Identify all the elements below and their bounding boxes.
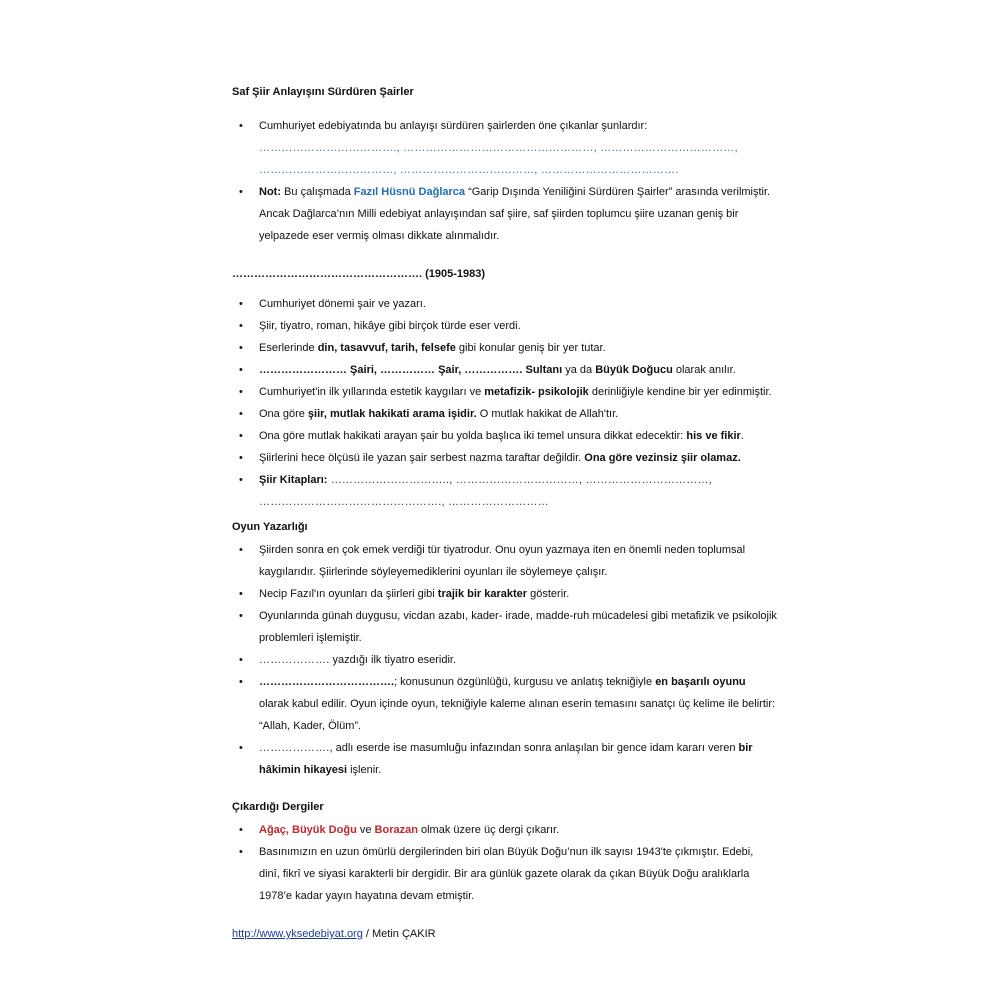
plays-list: [232, 539, 777, 781]
text: olarak kabul edilir. Oyun içinde oyun, tekniğiyle kaleme alınan eserin temasını sanatçı üç kelime ile belirtir: “Allah, Kader, Ölüm”.: [259, 698, 776, 732]
list-item: [232, 359, 777, 381]
note-text: Bu çalışmada: [281, 186, 354, 198]
text: Necip Fazıl'ın oyunları da şiirleri gibi: [259, 588, 438, 600]
bold-text: Şiir Kitapları:: [259, 474, 328, 486]
list-item: [232, 583, 777, 605]
list-item: [232, 819, 777, 841]
text: O mutlak hakikat de Allah'tır.: [476, 408, 619, 420]
bold-text: metafizik- psikolojik: [484, 386, 589, 398]
text: ; konusunun özgünlüğü, kurgusu ve anlatış tekniğiyle: [394, 676, 656, 688]
fill-in-blank: ……………….: [259, 742, 330, 754]
bold-text: Büyük Doğucu: [595, 364, 673, 376]
text: olarak anılır.: [672, 364, 736, 376]
poet-facts-list: [232, 293, 777, 513]
text: Eserlerinde: [259, 342, 318, 354]
list-item: [232, 447, 777, 469]
list-item: • Basınımızın en uzun ömürlü dergilerinden biri olan Büyük Doğu’nun ilk sayısı 1943'te çıkmıştır. Edebi, dinî, fikrî ve siyasi karakterli bir dergidir. Bir ara günlük gazete olarak da çıkan Büyük Doğu aralıklarla 1978’e kadar yayın hayatına devam etmiştir.: [232, 841, 777, 907]
bold-text: en başarılı oyunu: [655, 676, 746, 688]
footer: [232, 928, 436, 940]
text: ve: [356, 824, 375, 836]
bold-text: trajik bir karakter: [437, 588, 528, 600]
journal-names: Ağaç, Büyük Doğu: [259, 824, 357, 836]
intro-list: [232, 115, 777, 247]
list-item: [232, 115, 777, 181]
text: işlenir.: [347, 764, 382, 776]
highlighted-poet-name: Fazıl Hüsnü Dağlarca: [353, 186, 466, 198]
intro-text: Cumhuriyet edebiyatında bu anlayışı sürdüren şairlerden öne çıkanlar şunlardır:: [259, 120, 648, 132]
bold-text: şiir, mutlak hakikati arama işidir.: [307, 408, 477, 420]
list-item: [232, 337, 777, 359]
list-item: [232, 737, 777, 781]
list-item: • Şiirden sonra en çok emek verdiği tür tiyatrodur. Onu oyun yazmaya iten en önemli neden toplumsal kaygılarıdır. Şiirlerinde söyleyemediklerini oyunları ile söylemeye çalışır.: [232, 539, 777, 583]
text: derinliğiyle kendine bir yer edinmiştir.: [588, 386, 772, 398]
text: gösterir.: [527, 588, 570, 600]
fill-in-blank: ………………………….., ……………………………, ……………………………, …………………………………………., ………………………: [259, 474, 712, 508]
text: olmak üzere üç dergi çıkarır.: [417, 824, 560, 836]
list-item: [232, 425, 777, 447]
fill-in-blank: ……………….: [259, 654, 330, 666]
fill-in-blank: …………………… Şairi, …………… Şair, ……………. Sultanı: [259, 364, 563, 376]
journals-heading: Çıkardığı Dergiler: [232, 801, 324, 813]
author-name: / Metin ÇAKIR: [362, 928, 436, 940]
list-item: • Şiir, tiyatro, roman, hikâye gibi birçok türde eser verdi.: [232, 315, 777, 337]
list-item: • Oyunlarında günah duygusu, vicdan azabı, kader- irade, madde-ruh mücadelesi gibi metafizik ve psikolojik problemleri işlemiştir.: [232, 605, 777, 649]
text: Şiirlerini hece ölçüsü ile yazan şair serbest nazma taraftar değildir.: [259, 452, 585, 464]
text: Ona göre: [259, 408, 308, 420]
fill-in-blank: ……………………………….: [259, 676, 395, 688]
list-item: [232, 469, 777, 513]
list-item: • Cumhuriyet dönemi şair ve yazarı.: [232, 293, 777, 315]
note-label: Not:: [259, 186, 281, 198]
list-item: [232, 671, 777, 737]
list-item: [232, 381, 777, 403]
text: Ona göre mutlak hakikati arayan şair bu yolda başlıca iki temel unsura dikkat edecektir:: [259, 430, 687, 442]
text: gibi konular geniş bir yer tutar.: [455, 342, 606, 354]
text: .: [740, 430, 744, 442]
plays-heading: Oyun Yazarlığı: [232, 521, 308, 533]
bold-text: his ve fikir: [686, 430, 741, 442]
note-text: “Garip Dışında Yeniliğini Sürdüren Şairler” arasında verilmiştir. Ancak Dağlarca’nın Milli edebiyat anlayışından saf şiire, saf şiirden toplumcu şiire uzanan geniş bir yelpazede eser vermiş olması dikkate alınmalıdır.: [259, 186, 771, 242]
bold-text: din, tasavvuf, tarih, felsefe: [317, 342, 456, 354]
journals-list: [232, 819, 777, 907]
list-item: [232, 403, 777, 425]
text: Cumhuriyet'in ilk yıllarında estetik kaygıları ve: [259, 386, 485, 398]
text: yazdığı ilk tiyatro eseridir.: [329, 654, 457, 666]
bold-text: Ona göre vezinsiz şiir olamaz.: [584, 452, 741, 464]
website-link[interactable]: http://www.yksedebiyat.org: [232, 928, 363, 940]
list-item: [232, 649, 777, 671]
text: ya da: [562, 364, 596, 376]
journal-name: Borazan: [374, 824, 418, 836]
section-title: Saf Şiir Anlayışını Sürdüren Şairler: [232, 86, 414, 98]
text: , adlı eserde ise masumluğu infazından sonra anlaşılan bir gence idam kararı veren: [329, 742, 739, 754]
list-item: [232, 181, 777, 247]
poet-heading: ……………………………………………. (1905-1983): [232, 268, 486, 280]
bold-text: bir hâkimin hikayesi: [259, 742, 753, 776]
fill-in-blank: ………………………………., ……………………………………………, ………………………………, ………………………………, ………………………………, ……………………………….: [259, 142, 738, 176]
